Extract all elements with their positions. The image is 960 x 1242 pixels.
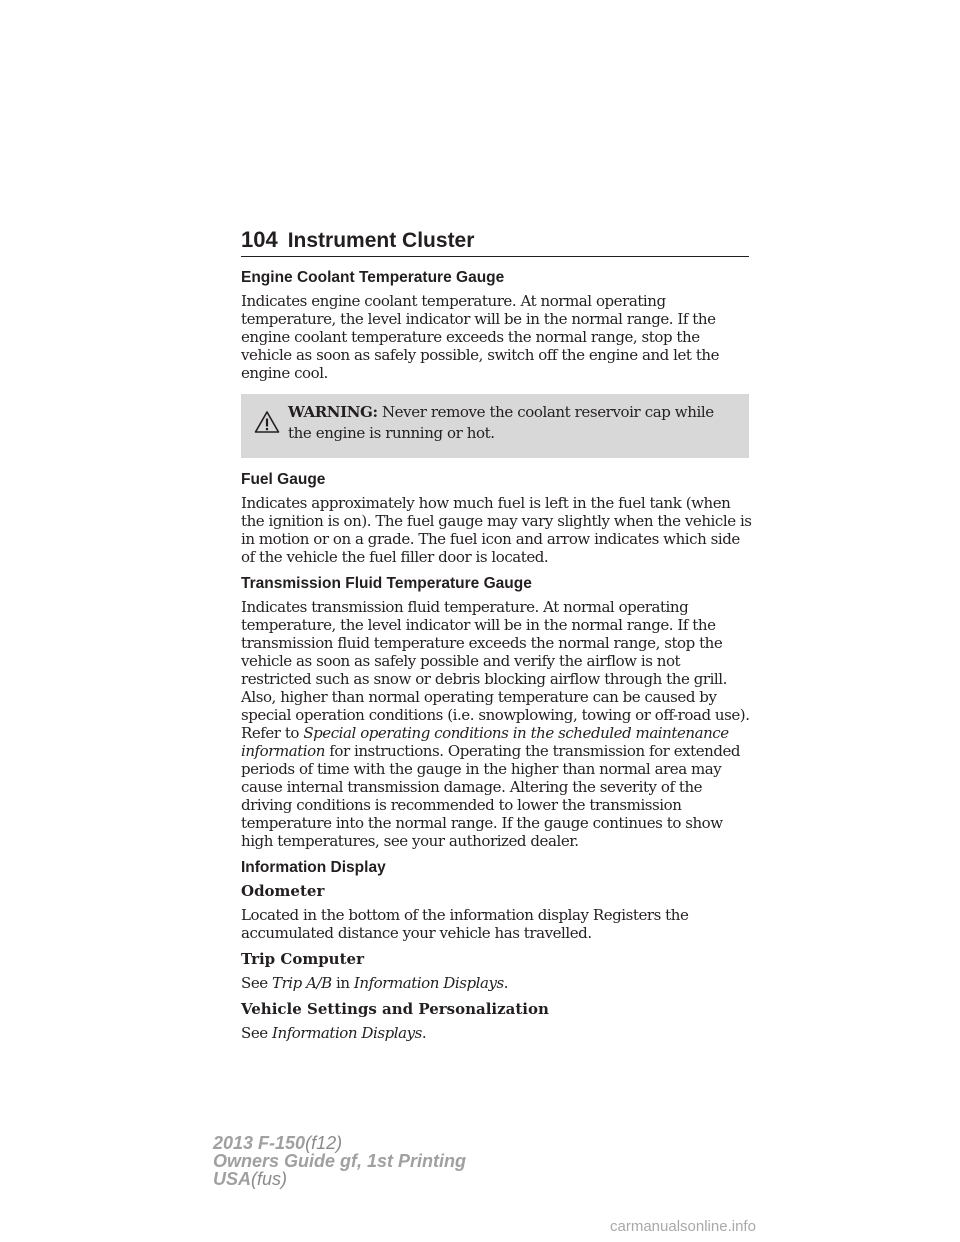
transmission-body-end: for instructions. Operating the transmission for extended periods of time with the gauge in the higher than normal area may cause internal transmission damage. Altering the severity of the driving conditions is recommended to lower the transmission temperature into the normal range. If the gauge continues to show high temperatures, see your authorized dealer. — [241, 742, 741, 850]
trip-in: in — [336, 974, 350, 992]
fuel-heading: Fuel Gauge — [241, 471, 326, 488]
footer-line-2 — [213, 1152, 466, 1170]
trip-computer-body — [241, 974, 753, 992]
coolant-heading: Engine Coolant Temperature Gauge — [241, 269, 505, 286]
warning-label: WARNING: — [288, 403, 378, 421]
footer-model: 2013 F-150 — [213, 1133, 306, 1153]
footer-model-code: (f12) — [305, 1133, 343, 1153]
footer-line-3 — [213, 1170, 466, 1188]
page-content — [241, 268, 753, 1050]
settings-period: . — [421, 1024, 427, 1042]
footer-market: USA — [213, 1169, 252, 1189]
trip-info-displays-reference: Information Displays — [353, 974, 504, 992]
transmission-body — [241, 598, 753, 850]
footer-market-code: (fus) — [251, 1169, 288, 1189]
section-title: Instrument Cluster — [287, 229, 475, 252]
odometer-body: Located in the bottom of the information display Registers the accumulated distance your vehicle has travelled. — [241, 906, 689, 942]
warning-box — [241, 394, 749, 458]
trip-computer-heading: Trip Computer — [241, 950, 364, 968]
footer-line-1 — [213, 1134, 466, 1152]
trip-see: See — [241, 974, 268, 992]
info-display-heading: Information Display — [241, 859, 386, 876]
footer-guide: Owners Guide gf, 1st Printing — [213, 1151, 467, 1171]
coolant-body: Indicates engine coolant temperature. At normal operating temperature, the level indicator will be in the normal range. If the engine coolant temperature exceeds the normal range, stop the vehicle as soon as safely possible, switch off the engine and let the engine cool. — [241, 292, 720, 382]
print-footer — [213, 1134, 466, 1188]
trip-ab-reference: Trip A/B — [272, 974, 332, 992]
settings-info-displays-reference: Information Displays — [272, 1024, 422, 1042]
page-number: 104 — [241, 227, 278, 252]
watermark: carmanualsonline.info — [610, 1218, 756, 1235]
odometer-heading: Odometer — [241, 882, 325, 900]
trip-period: . — [503, 974, 509, 992]
vehicle-settings-heading: Vehicle Settings and Personalization — [241, 1000, 549, 1018]
warning-text — [288, 402, 738, 444]
fuel-body: Indicates approximately how much fuel is left in the fuel tank (when the ignition is on). The fuel gauge may vary slightly when the vehicle is in motion or on a grade. The fuel icon and arrow indicates which side of the vehicle the fuel filler door is located. — [241, 494, 752, 566]
settings-see: See — [241, 1024, 268, 1042]
warning-triangle-icon — [254, 410, 280, 434]
transmission-heading: Transmission Fluid Temperature Gauge — [241, 575, 532, 592]
special-conditions-reference: Special operating conditions in the scheduled maintenance information — [241, 724, 729, 760]
transmission-body-start: Indicates transmission fluid temperature. At normal operating temperature, the level indicator will be in the normal range. If the transmission fluid temperature exceeds the normal range, stop the vehicle as soon as safely possible and verify the airflow is not restricted such as snow or debris blocking airflow through the grill. Also, higher than normal operating temperature can be caused by special operation conditions (i.e. snowplowing, towing or off-road use). Refer to — [241, 598, 750, 742]
vehicle-settings-body — [241, 1024, 753, 1042]
warning-message: Never remove the coolant reservoir cap while the engine is running or hot. — [288, 403, 714, 442]
page-header — [241, 227, 749, 257]
